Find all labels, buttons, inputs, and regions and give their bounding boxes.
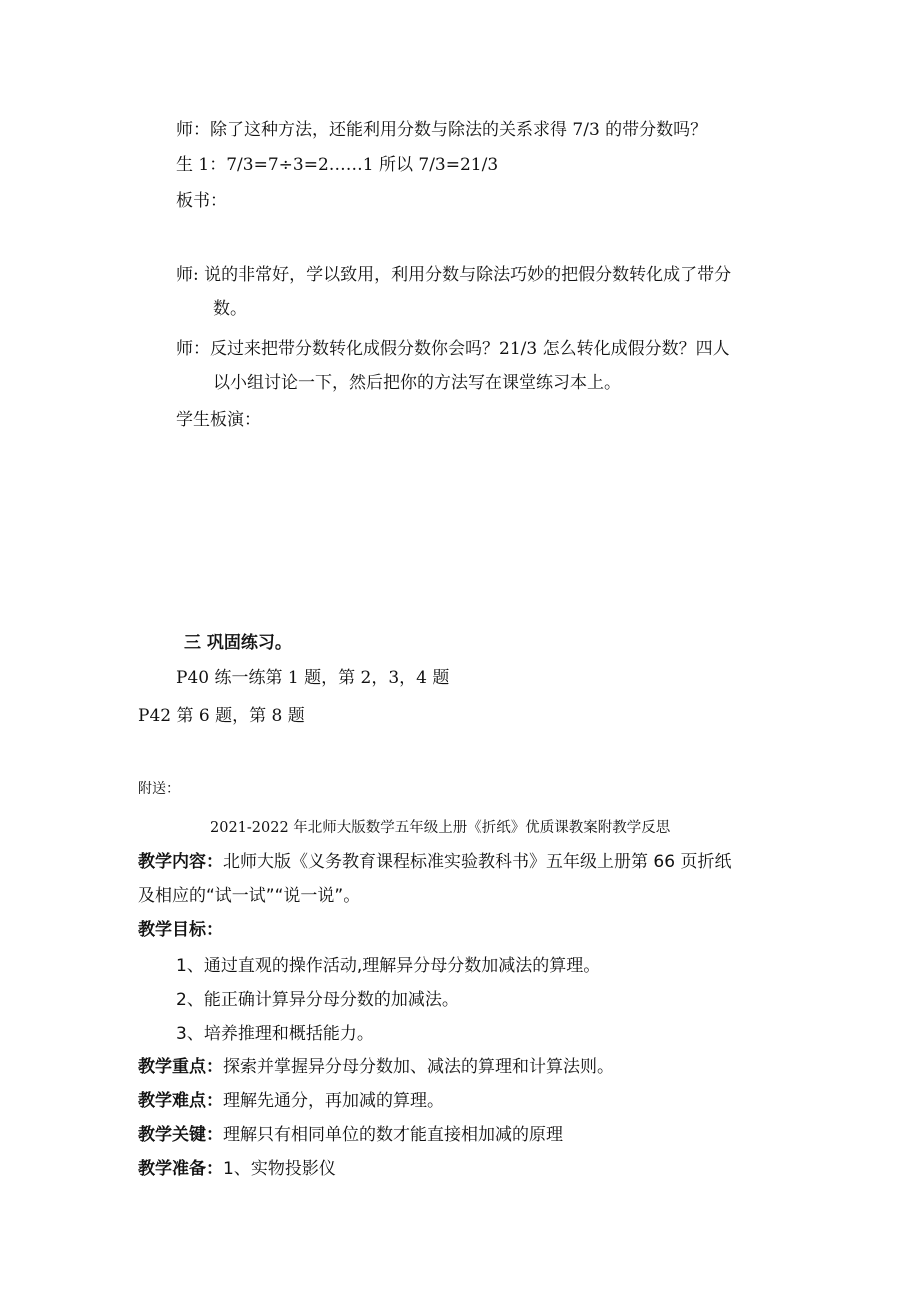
teacher-praise-line-1: 师: 说的非常好，学以致用，利用分数与除法巧妙的把假分数转化成了带分 — [176, 265, 732, 285]
teaching-key-label: 教学关键： — [138, 1125, 223, 1145]
teaching-difficulty-text: 理解先通分，再加减的算理。 — [223, 1091, 444, 1111]
teaching-focus-row — [138, 1056, 614, 1078]
teaching-goals-label: 教学目标： — [138, 920, 223, 940]
teaching-focus-label: 教学重点： — [138, 1057, 223, 1077]
practice-heading: 三 巩固练习。 — [184, 633, 292, 653]
teaching-key-text: 理解只有相同单位的数才能直接相加减的原理 — [223, 1125, 563, 1145]
teaching-difficulty-label: 教学难点： — [138, 1091, 223, 1111]
teaching-difficulty-row — [138, 1090, 444, 1112]
teacher-question-2-line-2: 以小组讨论一下，然后把你的方法写在课堂练习本上。 — [213, 373, 621, 393]
appendix-label: 附送： — [138, 781, 180, 797]
practice-line-2: P42 第 6 题，第 8 题 — [138, 706, 305, 726]
teaching-content-label: 教学内容： — [138, 852, 223, 872]
board-label: 板书： — [176, 191, 227, 211]
goal-item: 3、培养推理和概括能力。 — [176, 1024, 374, 1044]
appendix-title: 2021-2022 年北师大版数学五年级上册《折纸》优质课教案附教学反思 — [210, 820, 671, 836]
teaching-content-row — [138, 851, 731, 873]
teaching-focus-text: 探索并掌握异分母分数加、减法的算理和计算法则。 — [223, 1057, 614, 1077]
teacher-question-1: 师：除了这种方法，还能利用分数与除法的关系求得 7/3 的带分数吗？ — [176, 120, 708, 140]
student-answer-1: 生 1：7/3=7÷3=2……1 所以 7/3=21/3 — [176, 155, 499, 175]
practice-line-1: P40 练一练第 1 题，第 2，3，4 题 — [176, 668, 450, 688]
student-board-label: 学生板演： — [176, 410, 261, 430]
teaching-prep-label: 教学准备： — [138, 1159, 223, 1179]
teacher-question-2-line-1: 师：反过来把带分数转化成假分数你会吗？21/3 怎么转化成假分数？四人 — [176, 339, 730, 359]
teacher-praise-line-2: 数。 — [213, 299, 247, 319]
teaching-prep-text: 1、实物投影仪 — [223, 1159, 336, 1179]
teaching-content-line-2: 及相应的“试一试”“说一说”。 — [138, 886, 361, 906]
goal-item: 1、通过直观的操作活动,理解异分母分数加减法的算理。 — [176, 956, 601, 976]
teaching-key-row — [138, 1124, 563, 1146]
goal-item: 2、能正确计算异分母分数的加减法。 — [176, 990, 459, 1010]
teaching-prep-row — [138, 1158, 336, 1180]
teaching-content-text: 北师大版《义务教育课程标准实验教科书》五年级上册第 66 页折纸 — [223, 852, 732, 872]
